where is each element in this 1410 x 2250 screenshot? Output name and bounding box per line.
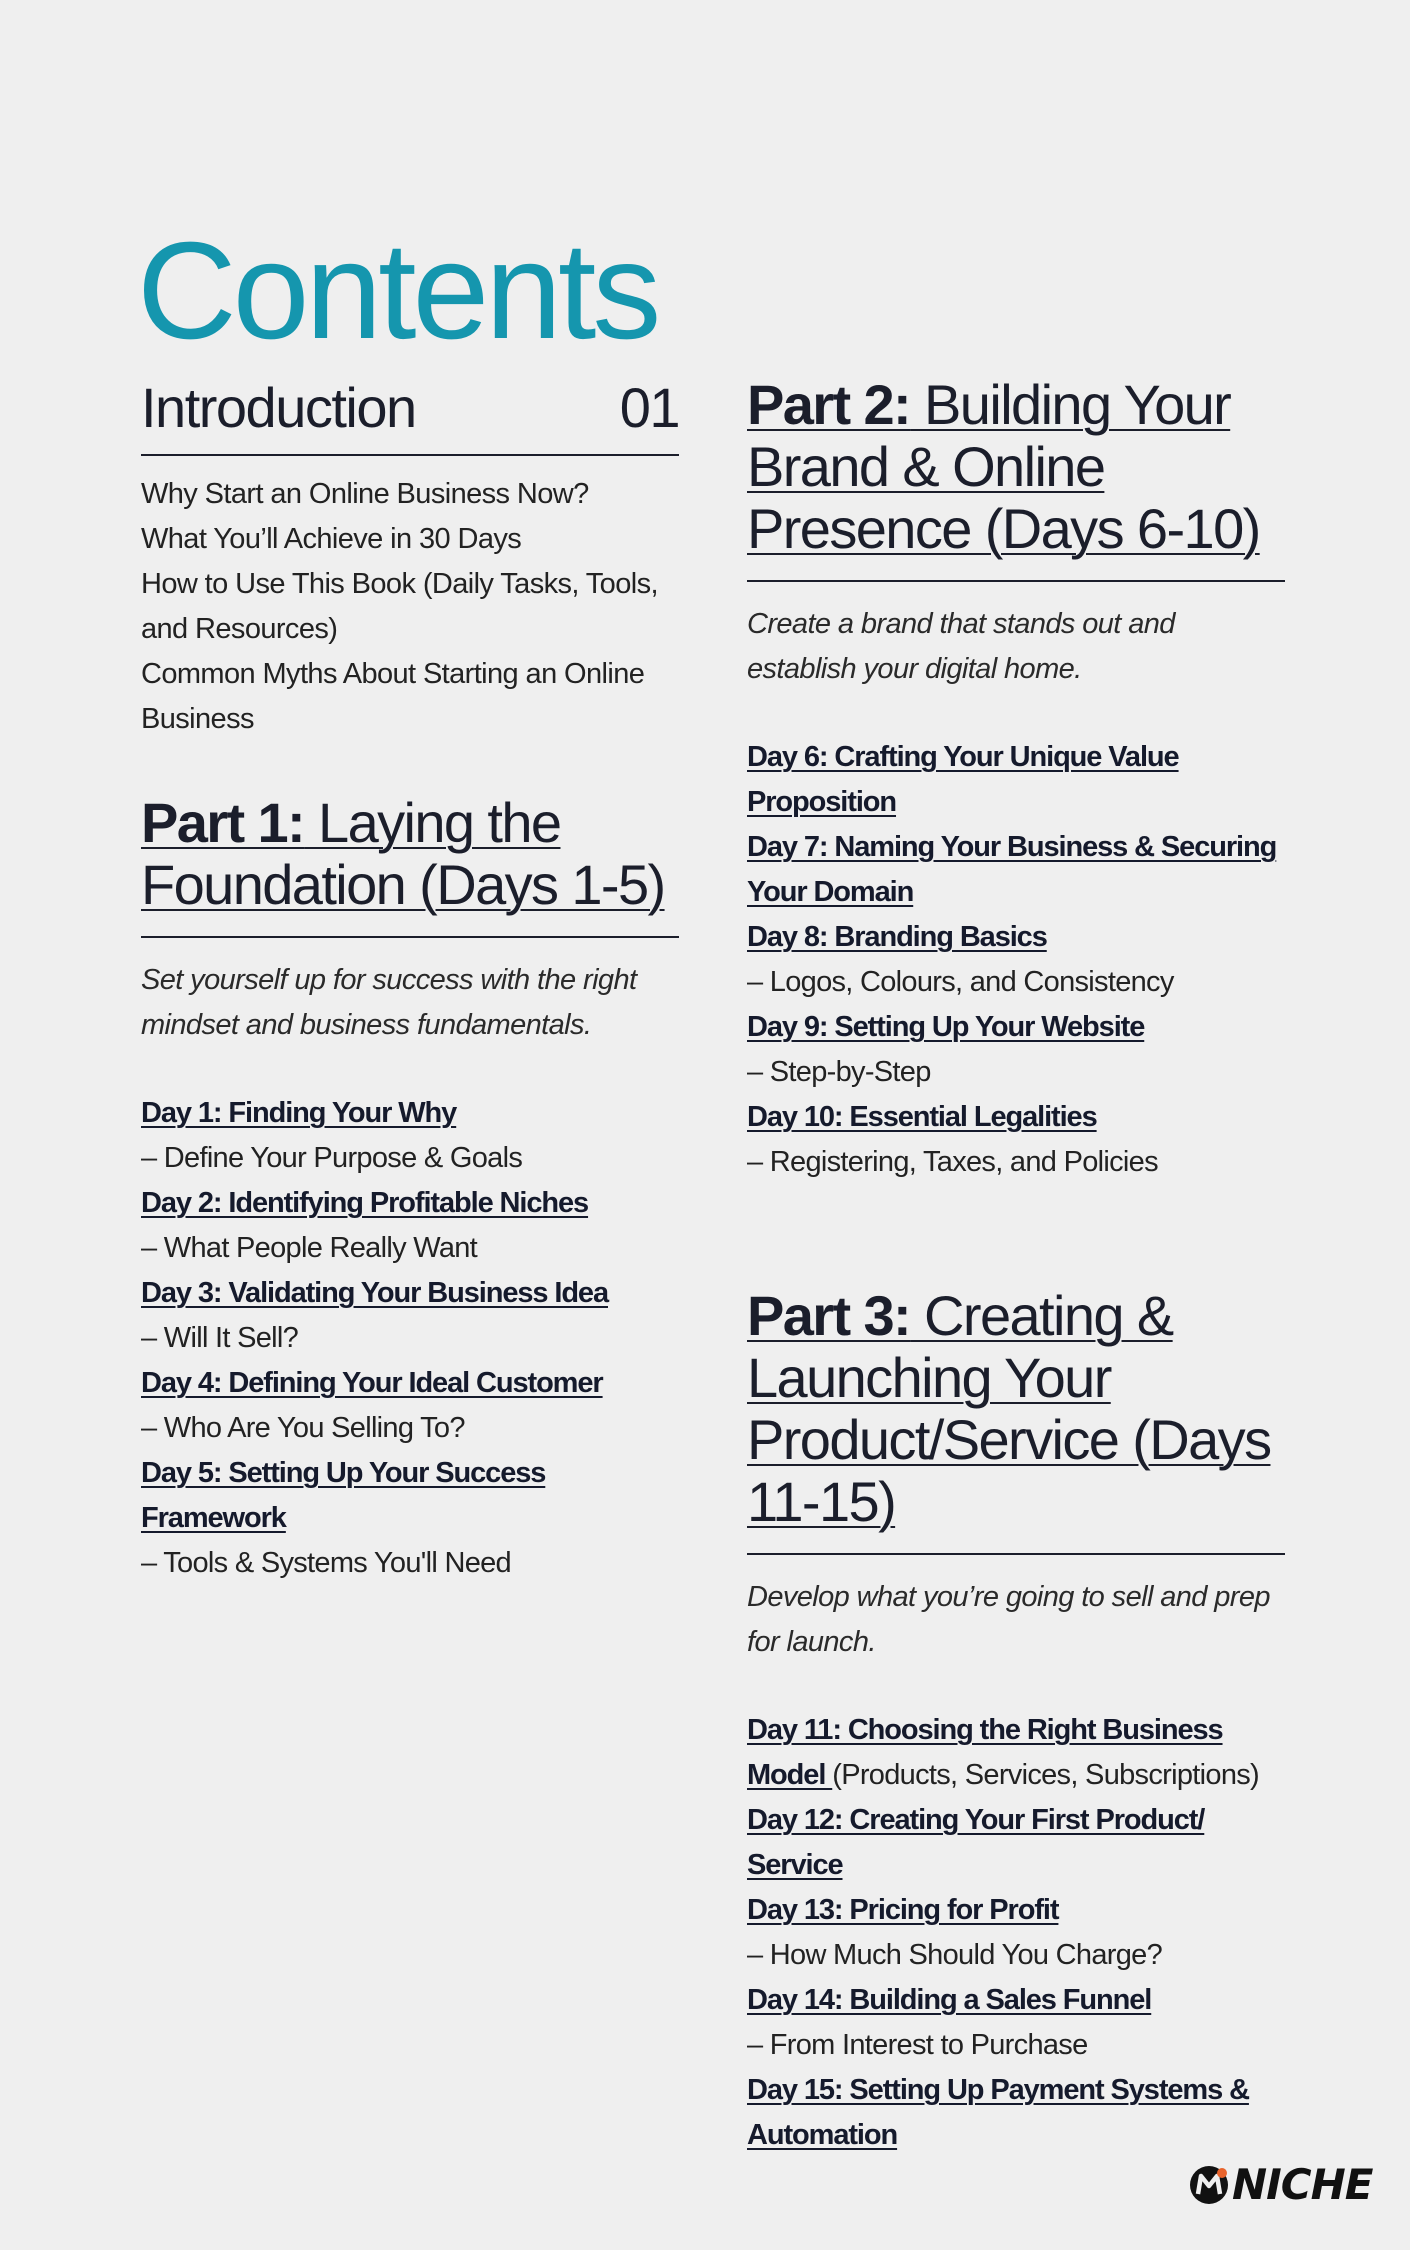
day-14-subtitle: – From Interest to Purchase [747,2029,1088,2061]
day-10-link[interactable]: Day 10: Essential Legalities [747,1101,1097,1133]
day-item [747,1978,1285,2068]
day-item [747,1708,1285,1798]
page-title: Contents [137,214,658,369]
day-item [141,1091,679,1181]
day-9-subtitle: – Step-by-Step [747,1056,931,1088]
part-1-title[interactable] [141,792,679,938]
part-1-label: Part 1: [141,791,305,854]
introduction-page-number: 01 [619,376,679,439]
day-12-link[interactable]: Day 12: Creating Your First Product/ Service [747,1804,1205,1881]
logo-text: NICHE [1232,2160,1373,2209]
day-item [747,1005,1285,1095]
part-3-label: Part 3: [747,1284,911,1347]
day-8-link[interactable]: Day 8: Branding Basics [747,921,1047,953]
day-6-link[interactable]: Day 6: Crafting Your Unique Value Proposition [747,741,1179,818]
intro-item[interactable]: Why Start an Online Business Now? [141,478,589,510]
day-10-subtitle: – Registering, Taxes, and Policies [747,1146,1158,1178]
part-3-title-text: Creating & Launching Your Product/Service (Days 11-15) [747,1284,1271,1533]
day-1-subtitle: – Define Your Purpose & Goals [141,1142,523,1174]
day-item [141,1361,679,1451]
day-4-link[interactable]: Day 4: Defining Your Ideal Customer [141,1367,603,1399]
day-item [141,1181,679,1271]
day-item [141,1451,679,1586]
day-item [747,1798,1285,1888]
day-3-link[interactable]: Day 3: Validating Your Business Idea [141,1277,608,1309]
day-9-link[interactable]: Day 9: Setting Up Your Website [747,1011,1145,1043]
day-5-link[interactable]: Day 5: Setting Up Your Success Framework [141,1457,546,1534]
day-item [747,735,1285,825]
day-3-subtitle: – Will It Sell? [141,1322,299,1354]
day-15-link[interactable]: Day 15: Setting Up Payment Systems & Automation [747,2074,1249,2151]
day-1-link[interactable]: Day 1: Finding Your Why [141,1097,457,1129]
left-column [141,376,679,1586]
niche-logo [1188,2160,1372,2209]
part-1-section [141,792,679,1586]
part-1-description: Set yourself up for success with the right mindset and business fundamentals. [141,964,637,1041]
day-14-link[interactable]: Day 14: Building a Sales Funnel [747,1984,1152,2016]
part-2-day-list [747,735,1285,1185]
day-item [747,1095,1285,1185]
day-13-subtitle: – How Much Should You Charge? [747,1939,1162,1971]
introduction-list [141,472,679,742]
intro-item[interactable]: What You’ll Achieve in 30 Days [141,523,522,555]
right-column [747,374,1285,2158]
day-4-subtitle: – Who Are You Selling To? [141,1412,465,1444]
day-item [747,915,1285,1005]
day-2-subtitle: – What People Really Want [141,1232,478,1264]
day-7-link[interactable]: Day 7: Naming Your Business & Securing Your Domain [747,831,1277,908]
part-1-title-text: Laying the Foundation (Days 1-5) [141,791,665,916]
day-2-link[interactable]: Day 2: Identifying Profitable Niches [141,1187,589,1219]
intro-item[interactable]: How to Use This Book (Daily Tasks, Tools, and Resources) [141,568,658,645]
introduction-title: Introduction [141,376,416,439]
part-2-title-text: Building Your Brand & Online Presence (Days 6-10) [747,373,1260,560]
part-2-title[interactable] [747,374,1285,582]
part-1-day-list [141,1091,679,1586]
introduction-heading[interactable] [141,376,679,456]
part-3-title[interactable] [747,1285,1285,1555]
part-3-section [747,1285,1285,2158]
day-item [141,1271,679,1361]
part-3-description: Develop what you’re going to sell and prep for launch. [747,1581,1270,1658]
part-2-section [747,374,1285,1185]
day-13-link[interactable]: Day 13: Pricing for Profit [747,1894,1059,1926]
day-item [747,825,1285,915]
part-3-day-list [747,1708,1285,2158]
day-item [747,2068,1285,2158]
day-11-link[interactable]: Day 11: Choosing the Right Business Model [747,1714,1223,1791]
day-item [747,1888,1285,1978]
day-8-subtitle: – Logos, Colours, and Consistency [747,966,1174,998]
day-11-note: (Products, Services, Subscriptions) [832,1759,1260,1791]
day-5-subtitle: – Tools & Systems You'll Need [141,1547,511,1579]
part-2-label: Part 2: [747,373,911,436]
part-2-description: Create a brand that stands out and establish your digital home. [747,608,1175,685]
intro-item[interactable]: Common Myths About Starting an Online Business [141,658,645,735]
m-circle-logo-icon [1188,2164,1230,2206]
